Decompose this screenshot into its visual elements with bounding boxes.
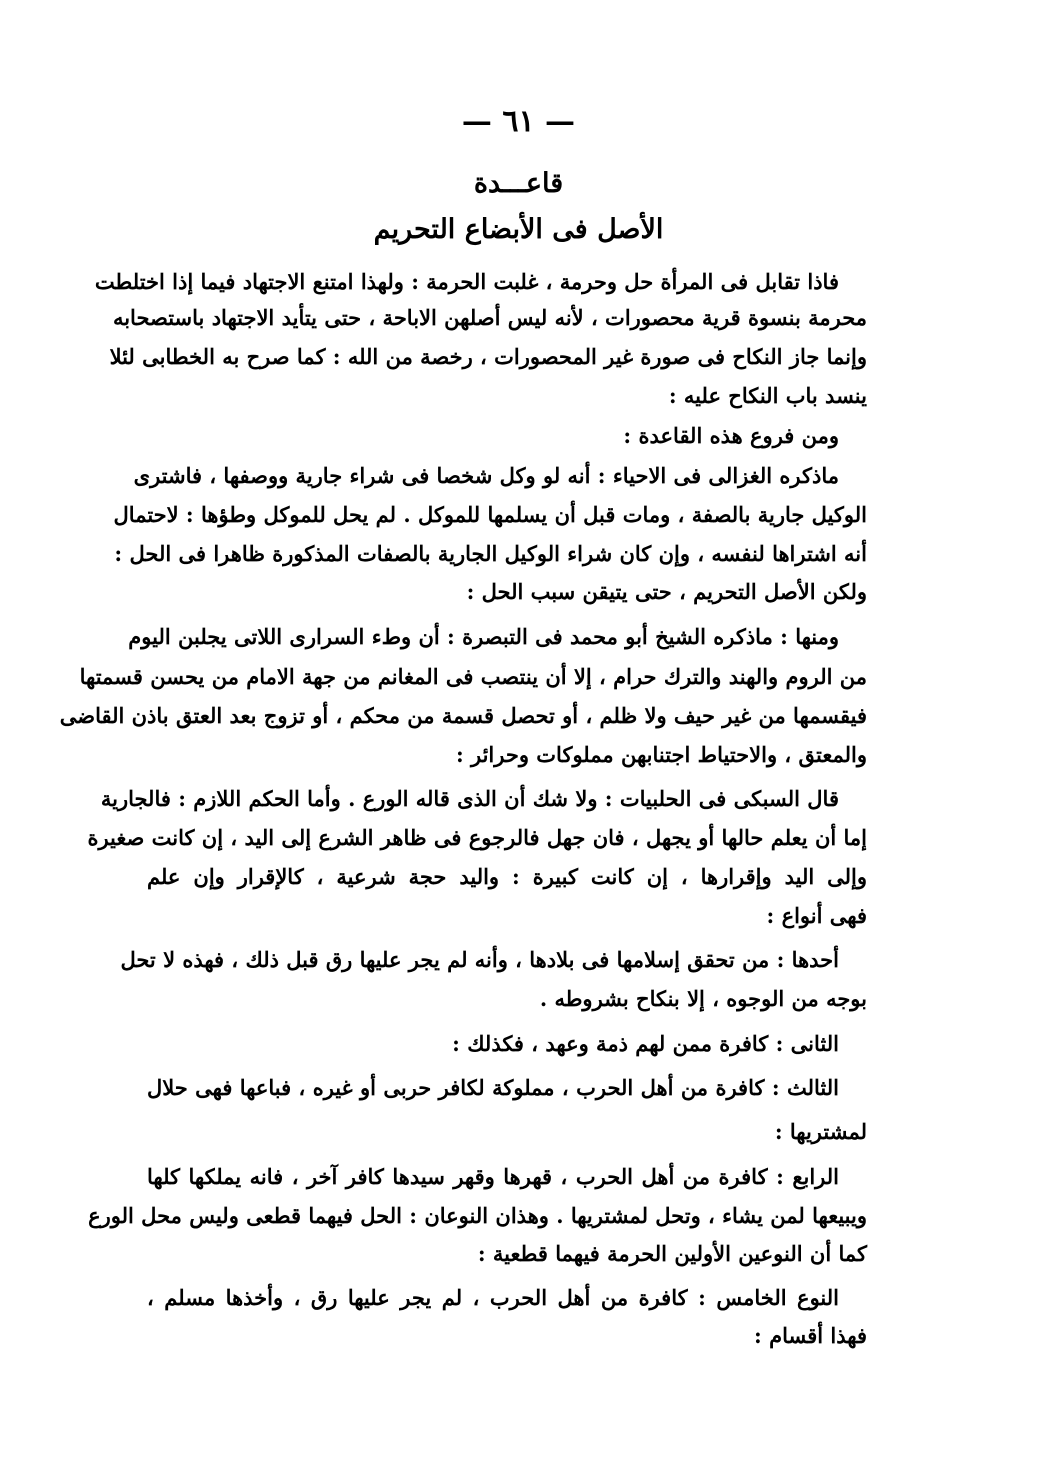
text-line: ويبيعها لمن يشاء ، وتحل لمشتريها . وهذان النوعان : الحل فيهما قطعى وليس محل الورع — [88, 1203, 867, 1228]
text-line: ومنها : ماذكره الشيخ أبو محمد فى التبصرة : أن وطء السرارى اللاتى يجلبن اليوم — [128, 624, 839, 649]
section-title: قاعـــدة — [473, 168, 564, 199]
section-subtitle: الأصل فى الأبضاع التحريم — [373, 214, 664, 245]
text-line: النوع الخامس : كافرة من أهل الحرب ، لم يجر عليها رق ، وأخذها مسلم ، — [147, 1285, 839, 1310]
text-line: فاذا تقابل فى المرأة حل وحرمة ، غلبت الحرمة : ولهذا امتنع الاجتهاد فيما إذا اختلطت — [94, 269, 839, 294]
text-line: وإنما جاز النكاح فى صورة غير المحصورات ، رخصة من الله : كما صرح به الخطابى لئلا — [109, 344, 867, 369]
text-line: وإلى اليد وإقرارها ، إن كانت كبيرة : واليد حجة شرعية ، كالإقرار وإن علم — [147, 864, 867, 889]
text-line: أحدها : من تحقق إسلامها فى بلادها ، وأنه لم يجر عليها رق قبل ذلك ، فهذه لا تحل — [120, 947, 839, 972]
text-line: الوكيل جارية بالصفة ، ومات قبل أن يسلمها للموكل . لم يحل للموكل وطؤها : لاحتمال — [113, 502, 867, 527]
text-line: قال السبكى فى الحلبيات : ولا شك أن الذى قاله الورع . وأما الحكم اللازم : فالجارية — [100, 786, 839, 811]
text-line: الثالث : كافرة من أهل الحرب ، مملوكة لكافر حربى أو غيره ، فباعها فهى حلال — [147, 1075, 839, 1100]
text-line: ماذكره الغزالى فى الاحياء : أنه لو وكل شخصا فى شراء جارية ووصفها ، فاشترى — [133, 463, 839, 488]
text-line: الرابع : كافرة من أهل الحرب ، قهرها وقهر سيدها كافر آخر ، فانه يملكها كلها — [147, 1164, 839, 1189]
text-line: محرمة بنسوة قرية محصورات ، لأنه ليس أصلهن الاباحة ، حتى يتأيد الاجتهاد باستصحابه — [112, 305, 867, 330]
text-line: فيقسمها من غير حيف ولا ظلم ، أو تحصل قسمة من محكم ، أو تزوج بعد العتق باذن القاضى — [59, 703, 867, 728]
text-line: بوجه من الوجوه ، إلا بنكاح بشروطه . — [539, 986, 867, 1011]
text-line: ينسد باب النكاح عليه : — [668, 383, 867, 408]
text-line: ولكن الأصل التحريم ، حتى يتيقن سبب الحل : — [466, 579, 867, 604]
text-line: لمشتريها : — [774, 1119, 867, 1144]
text-line: من الروم والهند والترك حرام ، إلا أن ينتصب فى المغانم من جهة الامام من يحسن قسمتها — [79, 664, 867, 689]
text-line: الثانى : كافرة ممن لهم ذمة وعهد ، فكذلك : — [452, 1031, 839, 1056]
text-line: فهى أنواع : — [766, 903, 867, 928]
text-line: إما أن يعلم حالها أو يجهل ، فان جهل فالرجوع فى ظاهر الشرع إلى اليد ، إن كانت صغيرة — [87, 825, 867, 850]
text-line: كما أن النوعين الأولين الحرمة فيهما قطعية : — [477, 1241, 867, 1266]
text-line: والمعتق ، والاحتياط اجتنابهن مملوكات وحرائر : — [455, 742, 867, 767]
text-line: أنه اشتراها لنفسه ، وإن كان شراء الوكيل الجارية بالصفات المذكورة ظاهرا فى الحل : — [114, 541, 867, 566]
text-line: فهذا أقسام : — [754, 1323, 867, 1348]
page-number: — ٦١ — — [461, 104, 576, 139]
text-line: ومن فروع هذه القاعدة : — [623, 423, 839, 448]
